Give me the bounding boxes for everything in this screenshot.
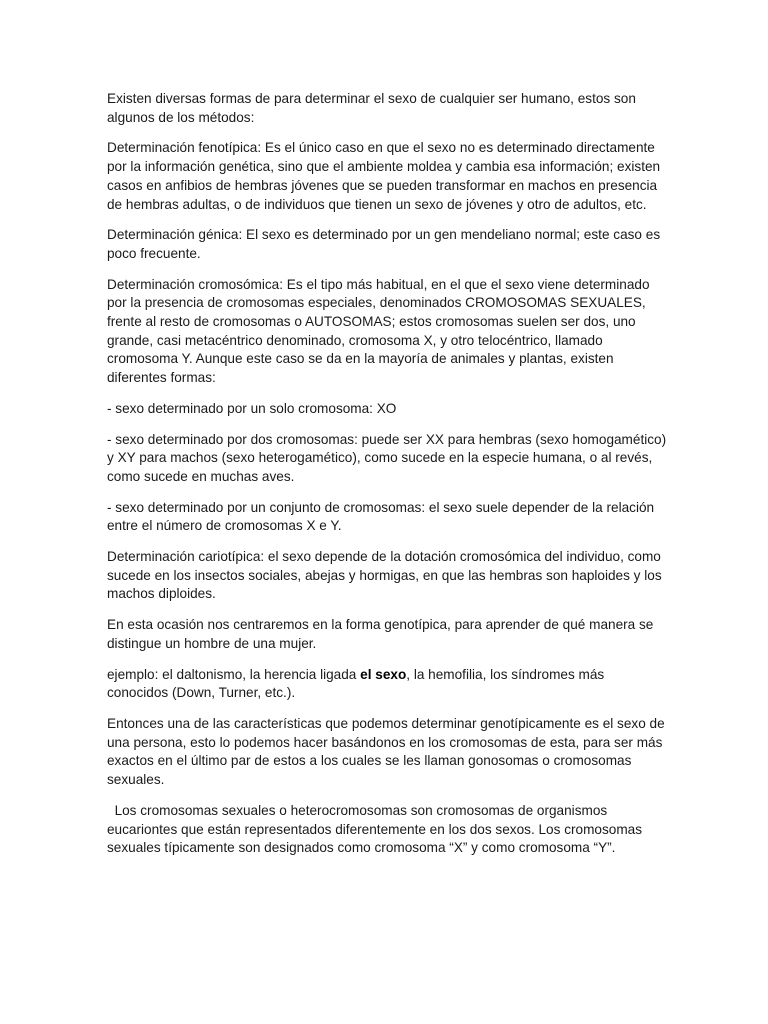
paragraph-cromosomica: Determinación cromosómica: Es el tipo más habitual, en el que el sexo viene determinado por la presencia de cromosomas especiales, denominados CROMOSOMAS SEXUALES, frente al resto de cromosomas o AUTOSOMAS; estos cromosomas suelen ser dos, uno grande, casi metacéntrico denominado, cromosoma X, y otro telocéntrico, llamado cromosoma Y. Aunque este caso se da en la mayoría de animales y plantas, existen diferentes formas: (107, 276, 650, 386)
example-suffix: , la hemofilia, los síndromes más conocidos (Down, Turner, etc.). (107, 666, 605, 701)
list-item-conjunto: - sexo determinado por un conjunto de cromosomas: el sexo suele depender de la relación entre el número de cromosomas X e Y. (107, 499, 655, 534)
list-item-xo: - sexo determinado por un solo cromosoma: XO (107, 400, 397, 416)
document-body (107, 90, 667, 870)
example-prefix: ejemplo: el daltonismo, la herencia ligada (107, 666, 361, 682)
paragraph-entonces: Entonces una de las características que podemos determinar genotípicamente es el sexo de una persona, esto lo podemos hacer basándonos en los cromosomas de esta, para ser más exactos en el último par de estos a los cuales se les llaman gonosomas o cromosomas sexuales. (107, 715, 665, 788)
list-item-xx-xy: - sexo determinado por dos cromosomas: puede ser XX para hembras (sexo homogamético) y XY para machos (sexo heterogamético), como sucede en la especie humana, o al revés, como sucede en muchas aves. (107, 431, 667, 484)
example-bold-term: el sexo (360, 666, 407, 682)
paragraph-fenotipica: Determinación fenotípica: Es el único caso en que el sexo no es determinado directamente por la información genética, sino que el ambiente moldea y cambia esa información; existen casos en anfibios de hembras jóvenes que se pueden transformar en machos en presencia de hembras adultas, o de individuos que tienen un sexo de jóvenes y otro de adultos, etc. (107, 140, 661, 212)
paragraph-example (107, 666, 667, 703)
paragraph-cariotipica: Determinación cariotípica: el sexo depende de la dotación cromosómica del individuo, como sucede en los insectos sociales, abejas y hormigas, en que las hembras son haploides y los machos diploides. (107, 549, 662, 602)
paragraph-genica: Determinación génica: El sexo es determinado por un gen mendeliano normal; este caso es poco frecuente. (107, 227, 661, 261)
paragraph-heterocromosomas: Los cromosomas sexuales o heterocromosomas son cromosomas de organismos eucariontes que están representados diferentemente en los dos sexos. Los cromosomas sexuales típicamente son designados como cromosoma “X” y como cromosoma “Y”. (107, 802, 646, 856)
paragraph-genotipica: En esta ocasión nos centraremos en la forma genotípica, para aprender de qué manera se distingue un hombre de una mujer. (107, 617, 654, 651)
paragraph-intro: Existen diversas formas de para determinar el sexo de cualquier ser humano, estos son algunos de los métodos: (107, 91, 636, 125)
